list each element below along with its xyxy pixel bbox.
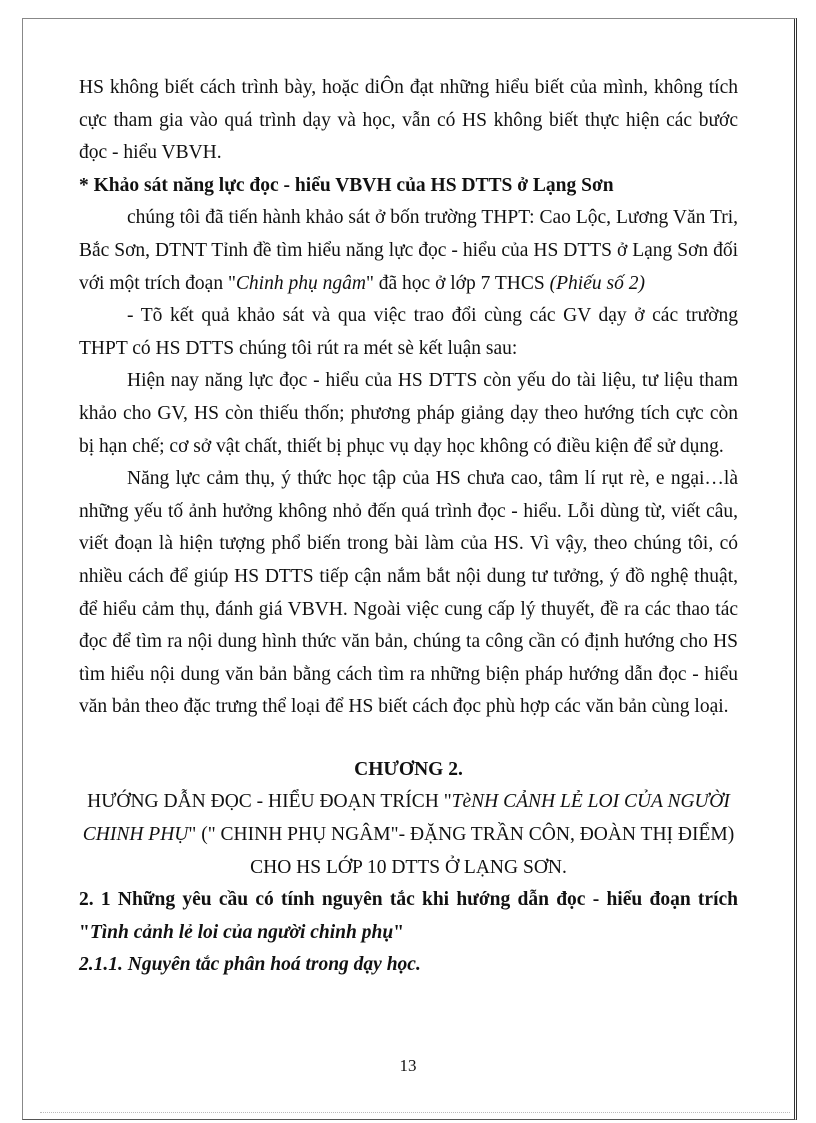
- chapter-title-italic: TèNH CẢNH LẺ LOI CỦA NGƯỜI CHINH PHỤ: [82, 791, 730, 846]
- paragraph-2-mid: " đã học ở lớp 7 THCS: [365, 272, 550, 294]
- section-heading-part-1: 2. 1 Những yêu cầu có tính nguyên tắc khi hướng dẫn đọc - hiểu đoạn trích ": [79, 889, 738, 943]
- survey-heading: * Khảo sát năng lực đọc - hiểu VBVH của HS DTTS ở Lạng Sơn: [79, 174, 614, 196]
- document-body: [79, 72, 738, 982]
- paragraph-5: Năng lực cảm thụ, ý thức học tập của HS chưa cao, tâm lí rụt rè, e ngại…là những yếu tố ảnh hưởng không nhỏ đến quá trình đọc - hiểu. Lỗi dùng từ, viết câu, viết đoạn là hiện tượng phổ biến trong bài làm của HS. Vì vậy, theo chúng tôi, có nhiều cách để giúp HS DTTS tiếp cận nắm bắt nội dung tư tưởng, ý đồ nghệ thuật, để hiểu cảm thụ, đánh giá VBVH. Ngoài việc cung cấp lý thuyết, đề ra các thao tác đọc để tìm ra nội dung hình thức văn bản, chúng ta công cần có định hướng cho HS tìm hiểu nội dung văn bản bằng cách tìm ra những biện pháp hướng dẫn đọc - hiểu văn bản theo đặc trưng thể loại để HS biết cách đọc phù hợp các văn bản cùng loại.: [79, 468, 738, 718]
- footer-rule: [40, 1112, 790, 1113]
- chapter-title: [79, 786, 738, 884]
- paragraph-1: HS không biết cách trình bày, hoặc diÔn đạt những hiểu biết của mình, không tích cực tham gia vào quá trình dạy và học, vẫn có HS không biết thực hiện các bước đọc - hiểu VBVH.: [79, 77, 738, 164]
- section-heading: [79, 884, 738, 949]
- paragraph-2-italic-title: Chinh phụ ngâm: [235, 272, 366, 294]
- chapter-label: CHƯƠNG 2.: [354, 758, 463, 780]
- section-heading-italic: Tình cảnh lẻ loi của người chinh phụ: [89, 921, 394, 943]
- paragraph-3: - Tõ kết quả khảo sát và qua việc trao đổi cùng các GV dạy ở các trường THPT có HS DTTS chúng tôi rút ra mét sè kết luận sau:: [79, 305, 738, 359]
- paragraph-4: Hiện nay năng lực đọc - hiểu của HS DTTS còn yếu do tài liệu, tư liệu tham khảo cho GV, HS còn thiếu thốn; phương pháp giảng dạy theo hướng tích cực còn bị hạn chế; cơ sở vật chất, thiết bị phục vụ dạy học không có điều kiện để sử dụng.: [79, 370, 738, 457]
- subsection-heading: 2.1.1. Nguyên tắc phân hoá trong dạy học.: [79, 954, 421, 976]
- page-number: 13: [399, 1056, 417, 1075]
- section-heading-part-2: ": [393, 921, 405, 943]
- chapter-title-part-1: HƯỚNG DẪN ĐỌC - HIỂU ĐOẠN TRÍCH ": [87, 791, 452, 813]
- paragraph-2: [79, 202, 738, 300]
- paragraph-2-start: chúng tôi đã tiến hành khảo sát ở bốn trường THPT: Cao Lộc, Lương Văn Tri, Bắc Sơn, DTNT Tỉnh đề tìm hiểu năng lực đọc - hiểu của HS DTTS ở Lạng Sơn đối với một trích đoạn ": [79, 207, 738, 294]
- chapter-title-part-2: " (" CHINH PHỤ NGÂM"- ĐẶNG TRẦN CÔN, ĐOÀN THỊ ĐIỂM) CHO HS LỚP 10 DTTS Ở LẠNG SƠN.: [188, 824, 735, 878]
- paragraph-2-reference: (Phiếu số 2): [549, 272, 645, 294]
